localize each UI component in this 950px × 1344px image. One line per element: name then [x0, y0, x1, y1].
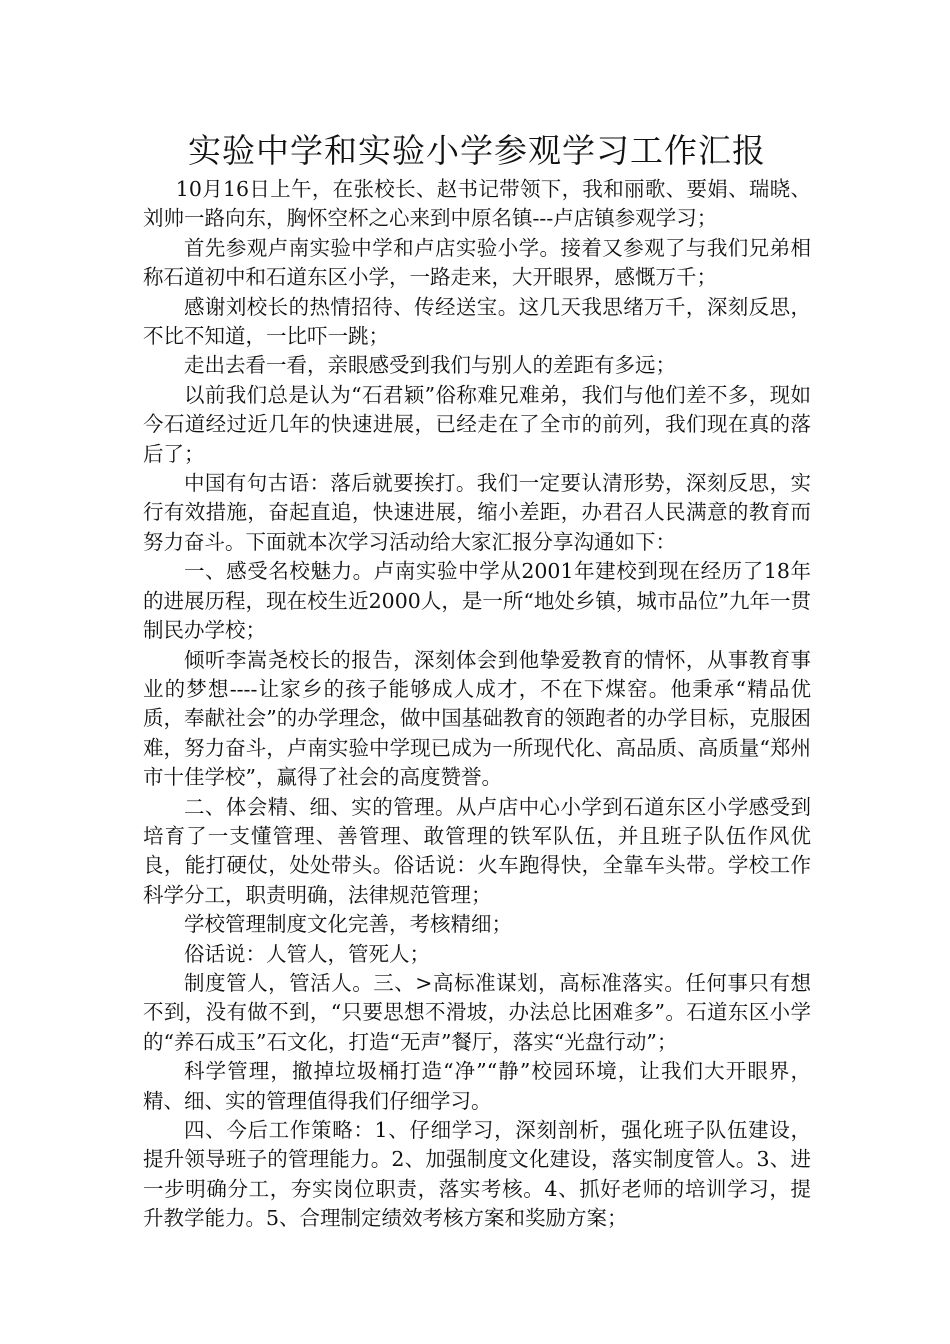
paragraph-thanks: 感谢刘校长的热情招待、传经送宝。这几天我思绪万千，深刻反思，不比不知道，一比吓一跳； [143, 294, 811, 349]
paragraph-behind: 以前我们总是认为“石君颖”俗称难兄难弟，我们与他们差不多，现如今石道经过近几年的快速进展，已经走在了全市的前列，我们现在真的落后了； [143, 382, 811, 466]
paragraph-section-2: 二、体会精、细、实的管理。从卢店中心小学到石道东区小学感受到培育了一支懂管理、善管理、敢管理的铁军队伍，并且班子队伍作风优良，能打硬仗，处处带头。俗话说：火车跑得快，全靠车头带。学校工作科学分工，职责明确，法律规范管理； [143, 794, 811, 907]
paragraph-report: 倾听李嵩尧校长的报告，深刻体会到他挚爱教育的情怀，从事教育事业的梦想----让家乡的孩子能够成人成才，不在下煤窑。他秉承“精品优质，奉献社会”的办学理念，做中国基础教育的领跑者的办学目标，克服困难，努力奋斗，卢南实验中学现已成为一所现代化、高品质、高质量“郑州市十佳学校”，赢得了社会的高度赞誉。 [143, 647, 811, 790]
paragraph-saying: 俗话说：人管人，管死人； [184, 941, 430, 966]
document-page [143, 127, 811, 1234]
paragraph-section-4: 四、今后工作策略：1、仔细学习，深刻剖析，强化班子队伍建设，提升领导班子的管理能力。2、加强制度文化建设，落实制度管人。3、进一步明确分工，夯实岗位职责，落实考核。4、抓好老师的培训学习，提升教学能力。5、合理制定绩效考核方案和奖励方案； [143, 1118, 811, 1231]
paragraph-section-1: 一、感受名校魅力。卢南实验中学从2001年建校到现在经历了18年的进展历程，现在校生近2000人，是一所“地处乡镇，城市品位”九年一贯制民办学校； [143, 559, 811, 643]
paragraph-intro: 10月16日上午，在张校长、赵书记带领下，我和丽歌、要娟、瑞晓、刘帅一路向东，胸怀空杯之心来到中原名镇---卢店镇参观学习； [143, 177, 811, 231]
paragraph-section-3: 制度管人，管活人。三、>高标准谋划，高标准落实。任何事只有想不到，没有做不到，“只要思想不滑坡，办法总比困难多”。石道东区小学的“养石成玉”石文化，打造“无声”餐厅，落实“光盘行动”； [143, 970, 811, 1054]
paragraph-visit: 首先参观卢南实验中学和卢店实验小学。接着又参观了与我们兄弟相称石道初中和石道东区小学，一路走来，大开眼界，感慨万千； [143, 235, 811, 290]
paragraph-gap: 走出去看一看，亲眼感受到我们与别人的差距有多远； [184, 353, 676, 378]
paragraph-management: 科学管理，撤掉垃圾桶打造“净”“静”校园环境，让我们大开眼界，精、细、实的管理值得我们仔细学习。 [143, 1059, 811, 1113]
paragraph-system: 学校管理制度文化完善，考核精细； [184, 912, 512, 937]
document-title: 实验中学和实验小学参观学习工作汇报 [188, 131, 766, 170]
paragraph-proverb: 中国有句古语：落后就要挨打。我们一定要认清形势，深刻反思，实行有效措施，奋起直追，快速进展，缩小差距，办君召人民满意的教育而努力奋斗。下面就本次学习活动给大家汇报分享沟通如下： [143, 471, 811, 554]
